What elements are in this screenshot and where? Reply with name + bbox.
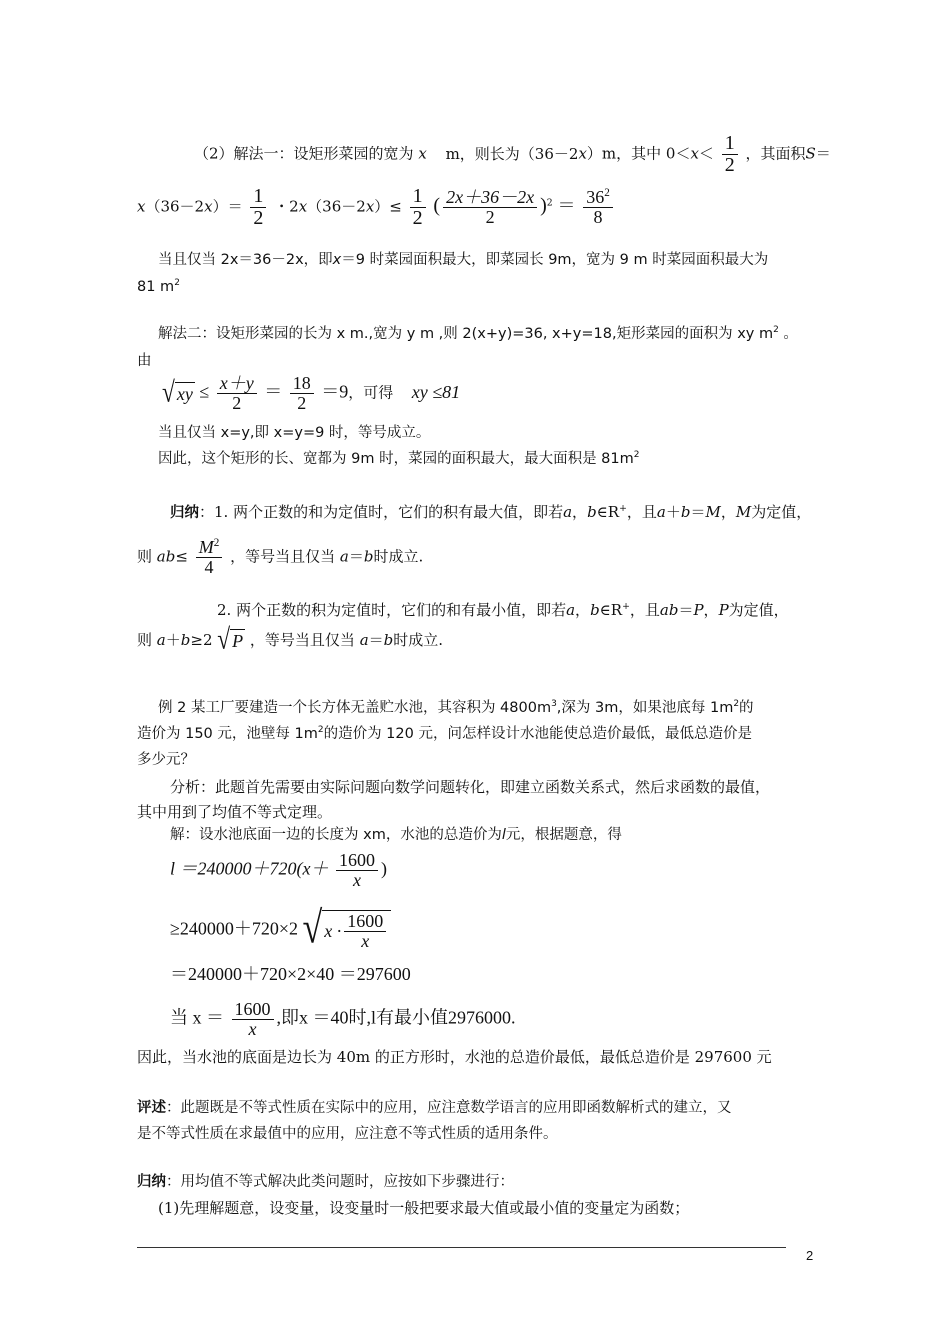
text: ＋ (165, 630, 181, 649)
text: ，其面积 (745, 144, 806, 163)
summary1-line2 (137, 538, 423, 577)
solution1-line4 (137, 279, 180, 296)
text: ：1. 两个正数的和为定值时，它们的积有最大值，即若 (199, 503, 564, 521)
text: ， (575, 601, 591, 619)
var-ab: ab (659, 601, 679, 619)
text: ＝ (690, 503, 706, 521)
fraction-1600-x (232, 1000, 274, 1039)
fraction-M2-4 (196, 538, 223, 577)
text: ≤ (199, 381, 210, 402)
text: ：用均值不等式解决此类问题时，应按如下步骤进行： (166, 1174, 514, 1190)
var-x: x (365, 197, 375, 216)
text: 是不等式性质在求最值中的应用，应注意不等式性质的适用条件。 (137, 1126, 558, 1142)
text: 因此，这个矩形的长、宽都为 9m 时，菜园的面积最大，最大面积是 81m (158, 451, 634, 467)
comment-line2 (137, 1126, 558, 1143)
text: ＋ (665, 503, 681, 521)
text: 为定值， (728, 601, 789, 619)
text: ：此题既是不等式性质在实际中的应用，应注意数学语言的应用即函数解析式的建立，又 (166, 1100, 732, 1116)
fraction-18-2 (290, 374, 314, 413)
text: （36－2 (307, 197, 366, 216)
exponent: 2 (213, 537, 220, 549)
comment-line1 (137, 1100, 732, 1117)
text: ，等号当且仅当 (230, 547, 336, 566)
fraction-numerator (196, 538, 223, 558)
text: 其中用到了均值不等式定理。 (137, 803, 333, 821)
text: (1)先理解题意，设变量，设变量时一般把要求最大值或最小值的变量定为函数； (158, 1199, 690, 1217)
exponent: 2 (773, 325, 779, 336)
sqrt-xy: √ xy (162, 376, 193, 409)
exponent: 2 (633, 450, 640, 461)
equation-3 (170, 964, 411, 986)
result-inequality: xy ≤81 (411, 381, 461, 402)
text: 36 (586, 187, 605, 208)
solution-intro (170, 827, 622, 844)
fraction-denominator: x (248, 1018, 257, 1039)
text: l ＝240000＋720(x＋ (170, 858, 329, 879)
text: ,即x ＝40时,l有最小值2976000. (276, 1007, 516, 1028)
equation-4 (170, 1000, 516, 1039)
var-l: l (501, 827, 506, 843)
var-M: M (705, 503, 721, 521)
text: 解法二：设矩形菜园的长为 x m.,宽为 y m ,则 2(x+y)=36, x+y=18,矩形菜园的面积为 xy m (158, 326, 774, 342)
var-a: a (566, 601, 576, 619)
solution2-line4 (158, 451, 639, 468)
var-x: x (418, 144, 427, 163)
text: ≥2 (190, 630, 213, 649)
text: 的 (739, 700, 754, 716)
fraction-denominator: 2 (724, 154, 735, 176)
text: ，可得 (348, 385, 394, 402)
fraction-mean (217, 374, 257, 413)
exponent: 2 (317, 725, 324, 736)
var-a: a (156, 630, 166, 649)
summary1-line4 (137, 623, 444, 657)
solution2-formula: √ xy ≤ $\frac{x+y}{2}$ ＝ $\frac{18}{2}$ ＝9，可得 xy ≤81 (162, 373, 461, 413)
var-x: x (578, 144, 587, 163)
text: ＝ (678, 601, 694, 619)
solution1-line2: x（36－2x）＝ $\frac{1}{2}$ ・2x（36－2x）≤ $\frac{1}{2}$ ( $\frac{2x+36-2x}{2}$ )$^2$ ＝ $\frac{36^2}{8}$ (137, 186, 616, 229)
equation-2 (170, 902, 391, 953)
var-b: b (363, 547, 374, 566)
fraction-half (722, 133, 738, 176)
text: 因此，当水池的底面是边长为 40m 的正方形时，水池的总造价最低，最低总造价是 297600 元 (137, 1048, 772, 1066)
text: ≥240000＋720×2 (170, 918, 299, 939)
fraction-numerator: 1 (250, 186, 266, 208)
text: ＝ (368, 630, 384, 649)
text: ，且 (629, 601, 660, 619)
fraction-numerator: x＋y (217, 374, 257, 394)
text: 81 m (137, 279, 175, 295)
summary1-line1 (170, 503, 811, 522)
example2-line1 (158, 700, 754, 717)
text: 则 (137, 630, 153, 649)
var-x: x (332, 252, 342, 268)
text: 当且仅当 2x＝36－2x，即 (158, 252, 333, 268)
text: ∈R (599, 601, 623, 619)
solution2-line3 (158, 425, 430, 442)
text: 。 (778, 326, 798, 342)
radicand: xy (176, 383, 193, 404)
exponent: + (619, 503, 627, 514)
solution1-line3 (158, 252, 768, 269)
exponent: 2 (604, 187, 610, 200)
var-a: a (656, 503, 666, 521)
text: ＝ (348, 547, 364, 566)
var-b: b (680, 503, 691, 521)
text: 由 (137, 353, 152, 369)
summary-label: 归纳 (137, 1174, 166, 1190)
fraction-denominator: x (352, 869, 361, 890)
text: ，等号当且仅当 (249, 630, 355, 649)
fraction-denominator: 8 (593, 207, 603, 227)
fraction-denominator: x (361, 930, 370, 951)
fraction-1600-x (336, 851, 378, 890)
fraction-denominator: 4 (204, 556, 214, 577)
solution2-line2 (137, 353, 152, 370)
page-number: 2 (806, 1248, 814, 1263)
text: 多少元？ (137, 752, 195, 768)
solution2-line1 (158, 326, 798, 343)
text: （36－2 (145, 197, 205, 216)
text: ＝9 时菜园面积最大，即菜园长 9m，宽为 9 m 时菜园面积最大为 (341, 252, 769, 268)
var-S: S (805, 144, 816, 163)
fraction-result (583, 188, 613, 227)
comment-label: 评述 (137, 1100, 166, 1116)
text: m，则长为（36－2 (445, 144, 579, 163)
text: ＝240000＋720×2×40 ＝297600 (170, 964, 411, 984)
fraction-numerator (583, 188, 613, 208)
fraction-denominator: 2 (412, 207, 423, 229)
text: ）m，其中 0＜ (586, 144, 691, 163)
var-a: a (359, 630, 369, 649)
var-b: b (587, 503, 597, 521)
analysis-line1 (170, 778, 770, 796)
fraction-numerator: 1600 (336, 851, 378, 871)
text: ， (703, 601, 719, 619)
var-a: a (563, 503, 573, 521)
fraction-numerator: 1600 (232, 1000, 274, 1020)
var-a: a (339, 547, 349, 566)
radicand: P (232, 631, 244, 651)
sqrt-P: √ P (217, 623, 244, 657)
var-x: x (298, 197, 308, 216)
summary1-line3 (217, 601, 789, 619)
fraction-1600-x (344, 912, 386, 951)
var-b: b (590, 601, 600, 619)
fraction-half (250, 186, 266, 229)
fraction-half (410, 186, 426, 229)
text: 当 x ＝ (170, 1007, 224, 1028)
text: ＝9 (321, 381, 349, 402)
example2-line2 (137, 726, 752, 743)
fraction-mean (443, 188, 537, 227)
text: 时成立. (393, 630, 444, 649)
text: ,深为 3m，如果池底每 1m (556, 700, 734, 716)
fraction-denominator: 2 (232, 392, 242, 413)
text: 解：设水池底面一边的长度为 xm，水池的总造价为 (170, 827, 502, 843)
fraction-numerator: 18 (290, 374, 314, 394)
text: 分析：此题首先需要由实际问题向数学问题转化，即建立函数关系式，然后求函数的最值， (170, 778, 771, 796)
fraction-numerator: 1 (410, 186, 426, 208)
solution1-line1: （2）解法一：设矩形菜园的宽为 x m，则长为（36－2x）m，其中 0＜x＜ $\frac{1}{2}$ ，其面积S＝ (194, 132, 831, 176)
summary2-line2 (158, 1199, 689, 1217)
summary2-line1 (137, 1174, 514, 1191)
var-b: b (383, 630, 394, 649)
text: ， (572, 503, 588, 521)
var-P: P (718, 601, 729, 619)
text: ，且 (626, 503, 657, 521)
text: 元，根据题意，得 (505, 827, 622, 843)
example2-line3 (137, 752, 195, 769)
summary-label: 归纳 (170, 505, 199, 521)
var-b: b (180, 630, 191, 649)
text: 例 2 某工厂要建造一个长方体无盖贮水池，其容积为 4800m (158, 700, 552, 716)
fraction-denominator: 2 (297, 392, 307, 413)
sqrt-product: √ x · $\frac{1600}{x}$ (303, 910, 392, 951)
var-x: x (137, 197, 146, 216)
fraction-numerator: 1 (722, 133, 738, 155)
text: x · (324, 920, 342, 941)
var-M: M (735, 503, 752, 521)
footer-divider (137, 1247, 786, 1248)
text: ) (380, 858, 387, 879)
text: 为定值， (751, 503, 812, 521)
text: ）≤ (374, 197, 402, 216)
text: 时成立. (373, 547, 424, 566)
text: （2）解法一：设矩形菜园的宽为 (194, 144, 414, 163)
exponent: 3 (551, 699, 557, 710)
text: 2. 两个正数的积为定值时，它们的和有最小值，即若 (217, 601, 567, 619)
text: ＝ (815, 144, 831, 163)
fraction-numerator: 2x＋36－2x (443, 188, 537, 208)
fraction-denominator: 2 (253, 207, 264, 229)
text: 当且仅当 x=y,即 x=y=9 时，等号成立。 (158, 425, 431, 441)
text: 的造价为 120 元，问怎样设计水池能使总造价最低，最低总造价是 (323, 726, 752, 742)
fraction-denominator: 2 (485, 207, 495, 227)
text: 造价为 150 元，池壁每 1m (137, 726, 318, 742)
exponent: 2 (174, 278, 180, 289)
text: 则 (137, 547, 153, 566)
exponent: 2 (546, 197, 553, 209)
exponent: + (622, 601, 630, 612)
exponent: 2 (733, 699, 740, 710)
equation-1 (170, 851, 387, 890)
text: ∈R (596, 503, 620, 521)
text: M (198, 537, 214, 557)
var-x: x (690, 144, 699, 163)
text: ≤ (175, 547, 188, 566)
text: ・2 (274, 197, 299, 216)
text: ， (720, 503, 736, 521)
var-P: P (693, 601, 704, 619)
var-x: x (204, 197, 213, 216)
text: ）＝ (212, 197, 243, 216)
analysis-line2 (137, 803, 332, 821)
var-ab: ab (156, 547, 176, 566)
example2-conclusion (137, 1048, 772, 1066)
fraction-numerator: 1600 (344, 912, 386, 932)
